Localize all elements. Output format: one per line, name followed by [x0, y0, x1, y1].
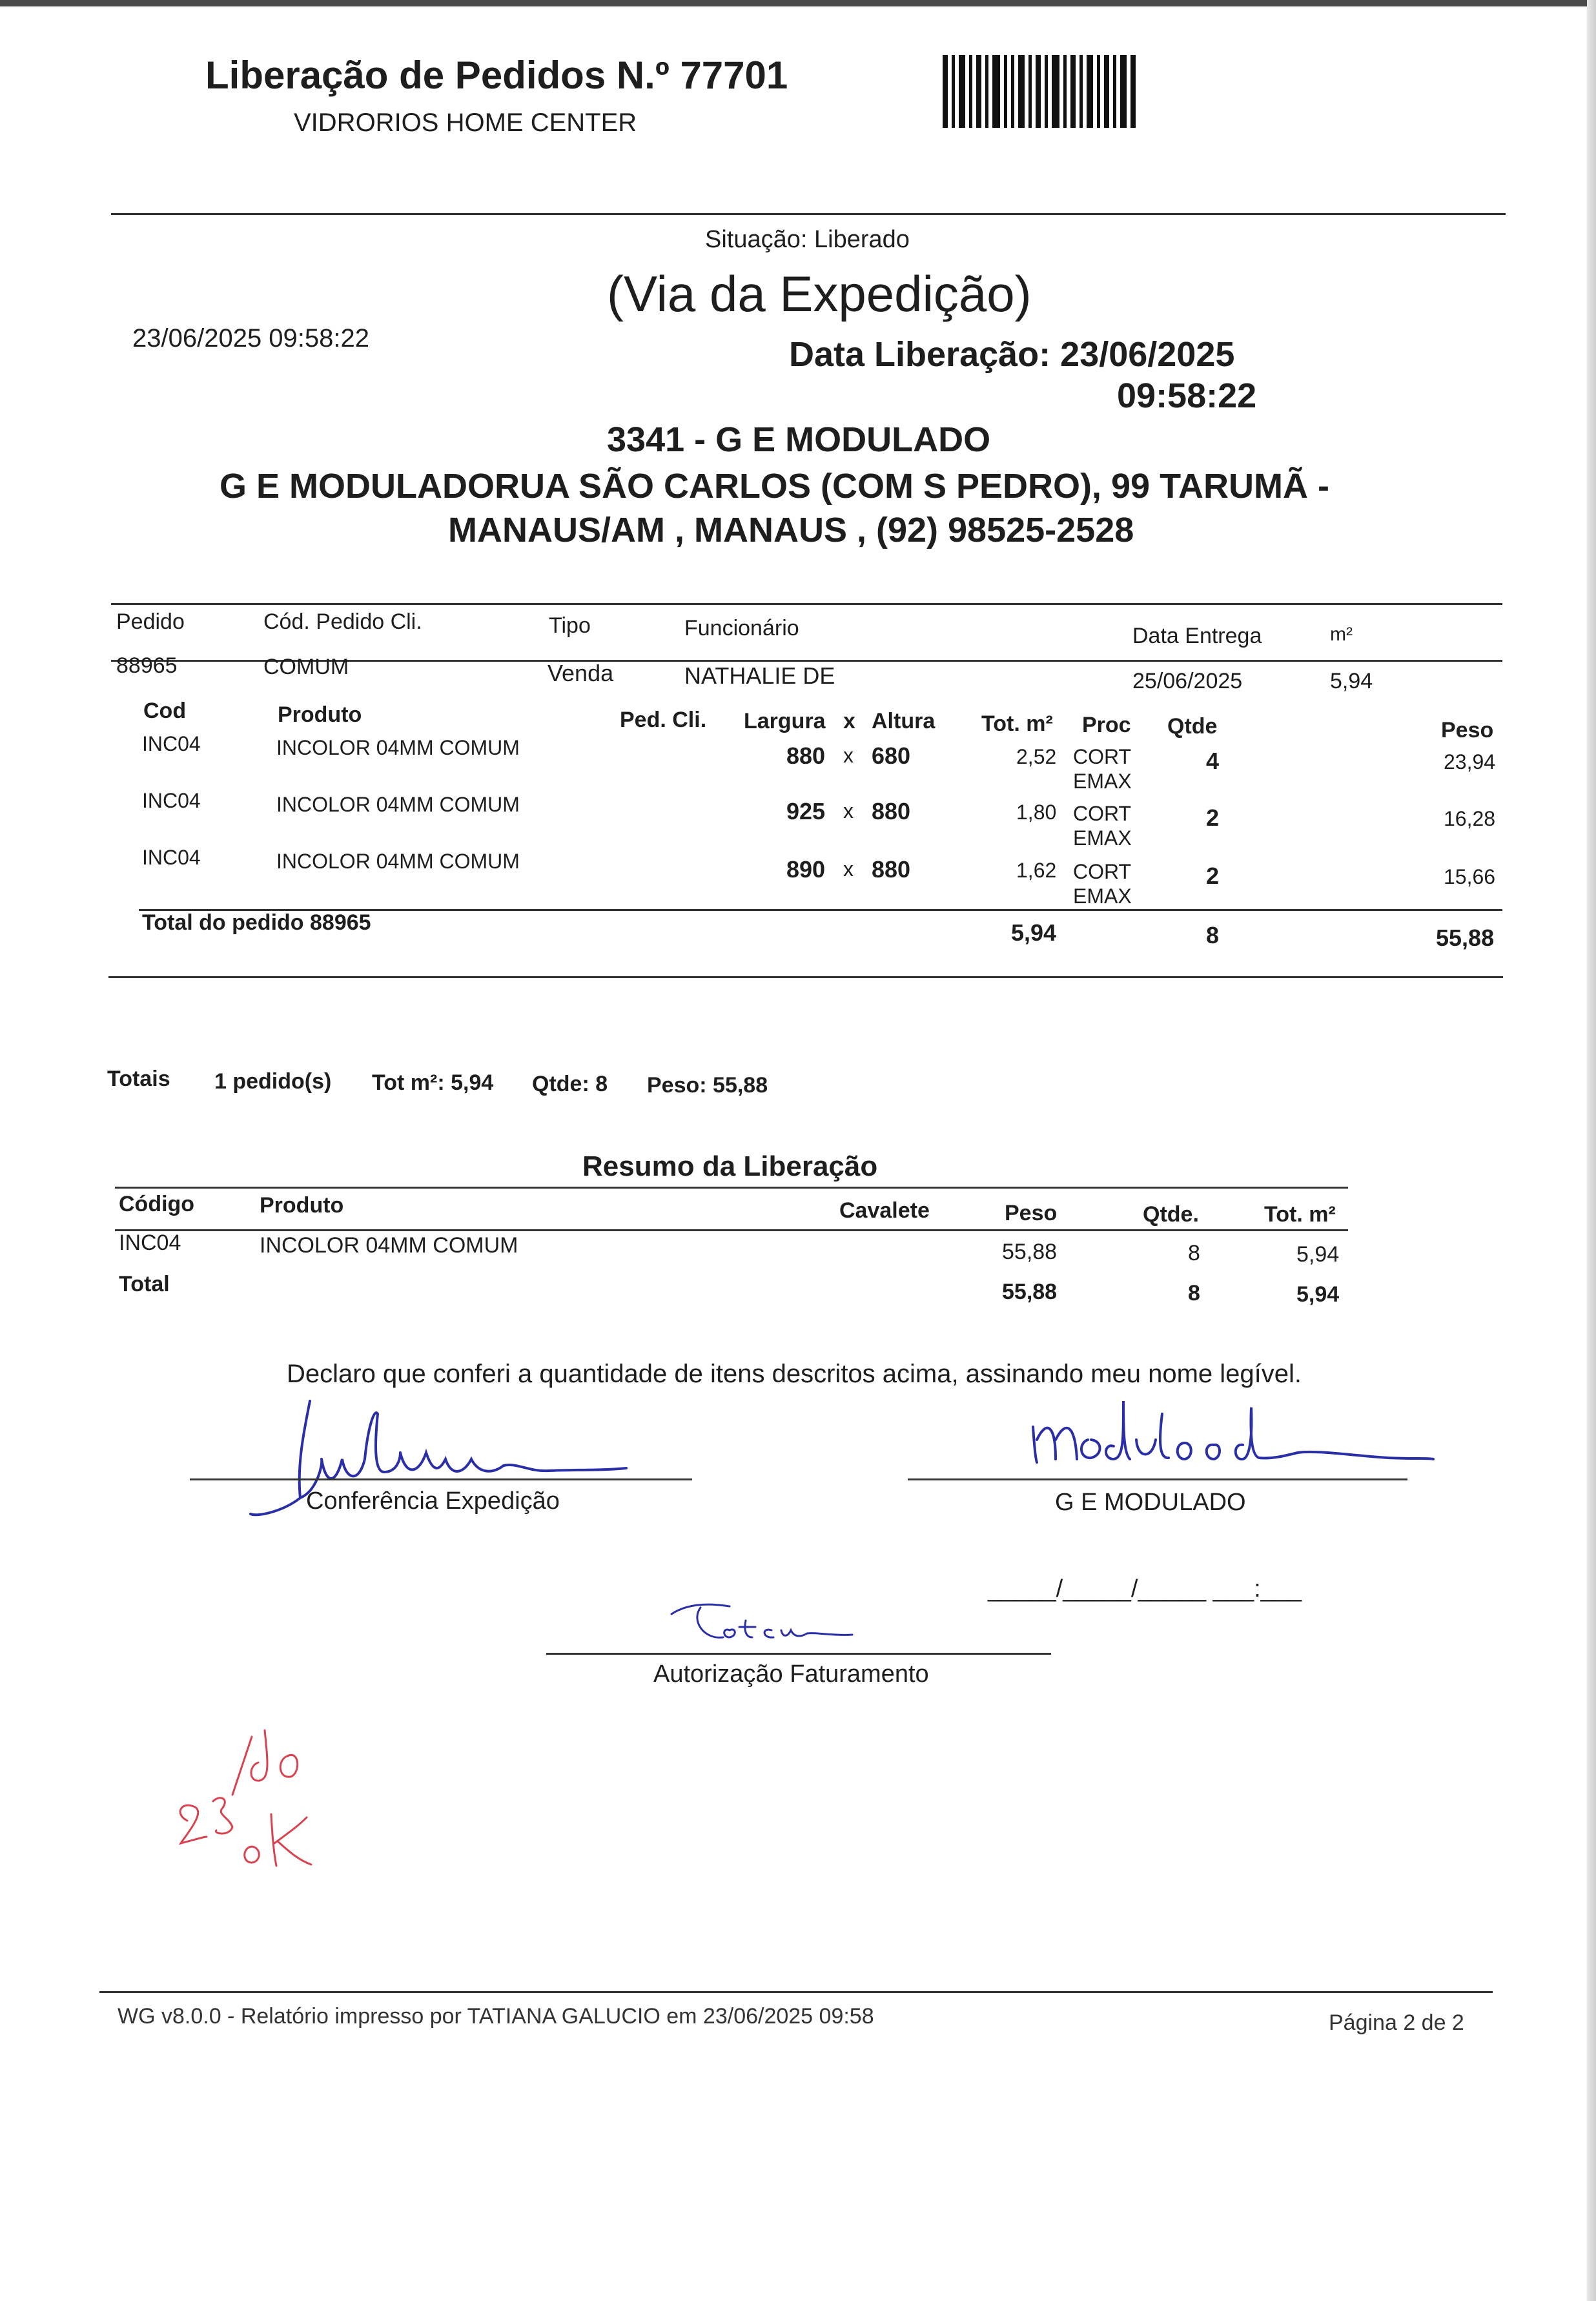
- summary-row-codigo: INC04: [119, 1231, 181, 1255]
- items-col-peso: Peso: [1441, 718, 1494, 742]
- item-row-1-peso: 23,94: [1444, 750, 1496, 773]
- summary-col-peso: Peso: [1005, 1201, 1058, 1225]
- item-row-3-altura: 880: [872, 856, 911, 883]
- order-header-top-line: [111, 603, 1502, 605]
- item-row-1-tot-m2: 2,52: [1016, 745, 1057, 768]
- date-time-placeholder: _____/_____/_____ ___:___: [988, 1575, 1302, 1602]
- item-row-3-proc2: EMAX: [1073, 885, 1132, 908]
- col-tipo: Tipo: [549, 613, 591, 638]
- summary-total-label: Total: [119, 1272, 170, 1296]
- item-row-2-proc: CORT: [1073, 802, 1132, 825]
- order-m2: 5,94: [1330, 669, 1373, 693]
- order-data-entrega: 25/06/2025: [1132, 669, 1243, 693]
- item-row-2-cod: INC04: [142, 789, 201, 812]
- item-row-3-proc: CORT: [1073, 860, 1132, 883]
- item-row-1-largura: 880: [786, 742, 826, 769]
- item-row-2-altura: 880: [872, 798, 911, 824]
- item-row-2-largura: 925: [786, 798, 826, 824]
- items-col-ped-cli: Ped. Cli.: [620, 708, 707, 732]
- summary-total-tot-m2: 5,94: [1296, 1282, 1340, 1307]
- order-total-label: Total do pedido 88965: [142, 910, 371, 935]
- item-row-1-proc: CORT: [1073, 745, 1132, 768]
- summary-total-peso: 55,88: [1002, 1280, 1058, 1304]
- report-title: Liberação de Pedidos N.º 77701: [205, 54, 788, 97]
- item-row-3-tot-m2: 1,62: [1016, 859, 1057, 882]
- items-col-produto: Produto: [278, 702, 362, 727]
- items-col-altura: Altura: [872, 709, 936, 733]
- order-tipo: Venda: [547, 660, 614, 686]
- item-row-2-produto: INCOLOR 04MM COMUM: [276, 793, 520, 816]
- totals-peso: Peso: 55,88: [647, 1073, 768, 1098]
- items-bottom-line: [108, 976, 1503, 978]
- release-date: Data Liberação: 23/06/2025: [789, 335, 1235, 374]
- item-row-3-largura: 890: [786, 856, 826, 883]
- summary-header-line: [115, 1229, 1348, 1231]
- order-total-tot-m2: 5,94: [1011, 919, 1057, 946]
- col-funcionario: Funcionário: [684, 616, 799, 640]
- items-col-tot-m2: Tot. m²: [981, 711, 1053, 736]
- summary-row-peso: 55,88: [1002, 1240, 1058, 1264]
- signature-line-left: [190, 1478, 692, 1480]
- totals-qtde: Qtde: 8: [532, 1072, 608, 1096]
- summary-row-qtde: 8: [1188, 1241, 1200, 1265]
- handwritten-note: [168, 1704, 336, 1892]
- item-row-3-x: x: [843, 857, 854, 881]
- summary-title: Resumo da Liberação: [582, 1150, 878, 1182]
- items-col-largura: Largura: [744, 709, 826, 733]
- header-divider: [111, 213, 1506, 215]
- declaration-text: Declaro que conferi a quantidade de itens descritos acima, assinando meu nome legível.: [287, 1360, 1302, 1388]
- col-pedido: Pedido: [116, 609, 185, 634]
- items-col-x: x: [843, 709, 855, 733]
- item-row-3-cod: INC04: [142, 846, 201, 869]
- footer-printed-by: WG v8.0.0 - Relatório impresso por TATIANA GALUCIO em 23/06/2025 09:58: [118, 2004, 874, 2029]
- item-row-1-altura: 680: [872, 742, 911, 769]
- summary-total-qtde: 8: [1188, 1281, 1200, 1305]
- signature-faturamento: [665, 1595, 872, 1659]
- col-m2: m²: [1330, 624, 1353, 645]
- signature-left-label: Conferência Expedição: [306, 1488, 560, 1515]
- totals-pedidos: 1 pedido(s): [214, 1069, 332, 1094]
- item-row-2-peso: 16,28: [1444, 807, 1496, 830]
- summary-col-cavalete: Cavalete: [839, 1198, 930, 1223]
- item-row-2-proc2: EMAX: [1073, 826, 1132, 850]
- order-cod-pedido-cli: COMUM: [263, 655, 349, 679]
- order-pedido: 88965: [116, 653, 178, 678]
- summary-row-produto: INCOLOR 04MM COMUM: [260, 1233, 518, 1258]
- totals-label: Totais: [107, 1067, 170, 1091]
- item-row-1-cod: INC04: [142, 732, 201, 755]
- item-row-1-x: x: [843, 744, 854, 767]
- item-row-2-tot-m2: 1,80: [1016, 801, 1057, 824]
- page-number: Página 2 de 2: [1329, 2010, 1464, 2035]
- printed-datetime: 23/06/2025 09:58:22: [132, 324, 370, 353]
- company-name: VIDRORIOS HOME CENTER: [294, 108, 637, 137]
- signature-line-right: [908, 1478, 1407, 1480]
- client-address-line1: G E MODULADORUA SÃO CARLOS (COM S PEDRO), 99 TARUMÃ -: [220, 467, 1330, 506]
- item-row-3-produto: INCOLOR 04MM COMUM: [276, 850, 520, 873]
- items-col-proc: Proc: [1082, 713, 1131, 737]
- signature-line-faturamento: [546, 1653, 1051, 1655]
- signature-client: [1027, 1388, 1440, 1485]
- summary-row-tot-m2: 5,94: [1296, 1242, 1340, 1267]
- col-cod-pedido-cli: Cód. Pedido Cli.: [263, 609, 422, 634]
- item-row-2-x: x: [843, 799, 854, 823]
- summary-col-produto: Produto: [260, 1193, 344, 1218]
- item-row-3-peso: 15,66: [1444, 865, 1496, 888]
- signature-right-label: G E MODULADO: [1055, 1489, 1246, 1516]
- footer-line: [99, 1991, 1493, 1993]
- items-col-qtde: Qtde: [1167, 714, 1218, 739]
- authorization-label: Autorização Faturamento: [653, 1661, 929, 1688]
- item-row-1-produto: INCOLOR 04MM COMUM: [276, 736, 520, 759]
- summary-col-tot-m2: Tot. m²: [1264, 1202, 1336, 1227]
- scan-top-edge: [0, 0, 1596, 6]
- client-code-name: 3341 - G E MODULADO: [607, 420, 991, 459]
- items-col-cod: Cod: [143, 699, 187, 723]
- order-total-peso: 55,88: [1436, 925, 1495, 951]
- via-title: (Via da Expedição): [607, 265, 1032, 322]
- item-row-2-qtde: 2: [1206, 804, 1220, 831]
- item-row-1-qtde: 4: [1206, 748, 1220, 774]
- barcode: [943, 55, 1187, 128]
- item-row-1-proc2: EMAX: [1073, 770, 1132, 793]
- summary-col-qtde: Qtde.: [1143, 1202, 1199, 1227]
- scan-right-edge: [1587, 0, 1596, 2301]
- item-row-3-qtde: 2: [1206, 863, 1220, 889]
- summary-top-line: [115, 1187, 1348, 1189]
- release-time: 09:58:22: [1117, 376, 1257, 415]
- col-data-entrega: Data Entrega: [1132, 624, 1262, 648]
- totals-tot-m2: Tot m²: 5,94: [372, 1070, 494, 1095]
- situation-text: Situação: Liberado: [705, 226, 910, 253]
- client-address-line2: MANAUS/AM , MANAUS , (92) 98525-2528: [448, 511, 1134, 549]
- order-funcionario: NATHALIE DE: [684, 662, 835, 689]
- order-total-qtde: 8: [1206, 922, 1220, 948]
- summary-col-codigo: Código: [119, 1192, 195, 1216]
